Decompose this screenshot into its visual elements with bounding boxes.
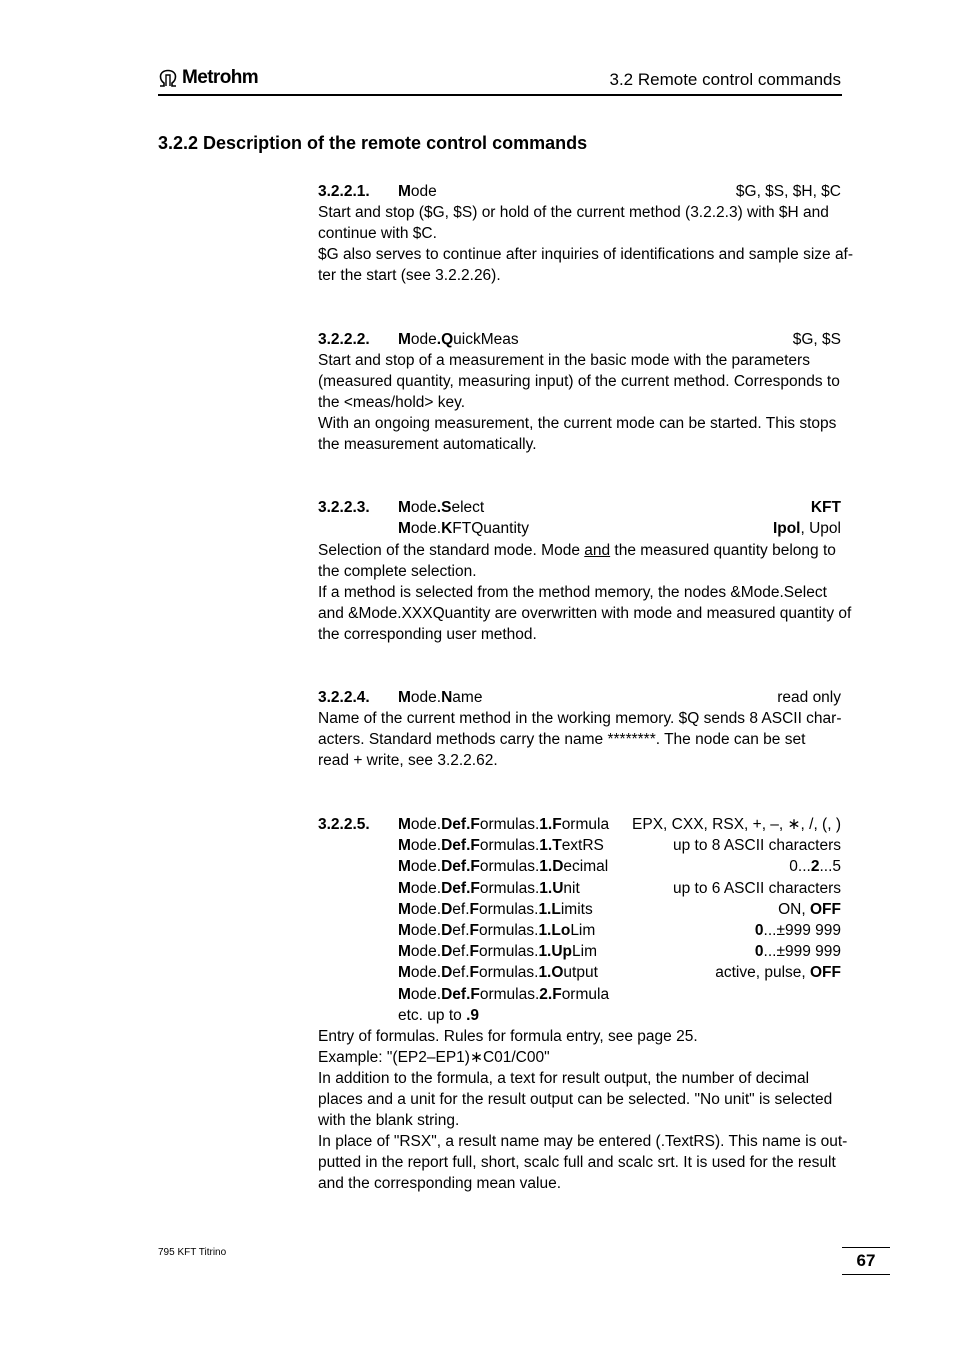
command-name: etc. up to .9: [398, 1006, 480, 1024]
paragraph: Entry of formulas. Rules for formula entry, see page 25. Example: "(EP2–EP1)∗C01/C00" In addition to the formula, a text for result output, the number of decimal places and a unit for the result output can be selected. "No unit" is selected with the blank string. In place of "RSX", a result name may be entered (.TextRS). This name is out- putted in the report full, short, scalc full and scalc srt. It is used for the result and the corresponding mean value.: [318, 1028, 848, 1192]
command-name: Mode.Def.Formulas.1.Decimal: [398, 858, 609, 876]
command-heading: [318, 497, 841, 518]
command-name: Mode.QuickMeas: [398, 331, 519, 348]
footer-document-name: 795 KFT Titrino: [158, 1247, 227, 1258]
formula-command-row: [318, 878, 841, 899]
formula-command-row: [318, 899, 841, 920]
command-heading: [318, 518, 841, 539]
command-name: Mode.Def.Formulas.1.Unit: [398, 879, 580, 897]
command-name: Mode.Def.Formulas.1.UpLim: [398, 943, 598, 961]
footer-rule: [842, 1274, 890, 1275]
command-heading: [318, 687, 841, 708]
command-values: up to 6 ASCII characters: [672, 879, 841, 897]
page-number: 67: [856, 1251, 876, 1270]
command-values: $G, $S, $H, $C: [735, 183, 841, 200]
section-number: 3.2.2.3.: [318, 499, 370, 516]
command-values: EPX, CXX, RSX, +, –, ∗, /, (, ): [632, 816, 841, 833]
formula-command-row: [318, 962, 841, 983]
paragraph: Start and stop of a measurement in the basic mode with the parameters (measured quantity, measuring input) of the current method. Corresponds to the <meas/hold> key. With an ongoing measurement, the current mode can be started. This stops the measurement automatically.: [318, 352, 840, 453]
command-values: Ipol, Upol: [772, 520, 841, 537]
command-name: Mode: [398, 183, 437, 200]
section-number: 3.2.2.1.: [318, 183, 370, 200]
command-name: Mode.Def.Formulas.1.TextRS: [398, 837, 604, 855]
section-number: 3.2.2.2.: [318, 331, 370, 348]
command-values: $G, $S: [792, 331, 841, 348]
formula-command-row: [318, 814, 841, 835]
command-values: up to 8 ASCII characters: [672, 837, 841, 855]
running-header: 3.2 Remote control commands: [609, 70, 841, 89]
formula-command-row: [318, 920, 841, 941]
formula-command-row: [318, 835, 841, 856]
formula-command-row: [318, 984, 841, 1005]
command-values: read only: [777, 689, 841, 706]
command-heading: [318, 329, 841, 350]
section-number: 3.2.2.4.: [318, 689, 370, 706]
command-name: Mode.Def.Formulas.1.Limits: [398, 900, 593, 918]
command-name: Mode.Def.Formulas.1.Formula: [398, 816, 610, 833]
paragraph: Selection of the standard mode. Mode and the measured quantity belong to the complete selection. If a method is selected from the method memory, the nodes &Mode.Select and &Mode.XXXQuantity are overwritten with mode and measured quantity of the corresponding user method.: [318, 542, 852, 643]
section-title: 3.2.2 Description of the remote control commands: [158, 133, 588, 153]
command-values: active, pulse, OFF: [715, 964, 841, 982]
command-name: Mode.Name: [398, 689, 483, 706]
paragraph: Name of the current method in the working memory. $Q sends 8 ASCII char- acters. Standard methods carry the name ********. The node can be set read + write, see 3.2.2.62.: [318, 710, 842, 769]
formula-command-row: [318, 856, 841, 877]
formula-command-row: [318, 1005, 841, 1026]
formula-command-row: [318, 941, 841, 962]
command-values: ON, OFF: [778, 900, 841, 918]
omega-logo-icon: [158, 69, 178, 87]
command-heading: [318, 181, 841, 202]
footer-rule: [842, 1247, 890, 1248]
command-name: Mode.Def.Formulas.1.Output: [398, 964, 598, 982]
header-rule: [158, 94, 842, 96]
section-number: 3.2.2.5.: [318, 816, 370, 833]
command-values: 0...2...5: [789, 858, 841, 876]
command-name: Mode.Def.Formulas.2.Formula: [398, 985, 610, 1003]
command-name: Mode.KFTQuantity: [398, 520, 529, 537]
metrohm-logo: [158, 66, 258, 90]
logo-text: Metrohm: [182, 67, 259, 88]
paragraph: Start and stop ($G, $S) or hold of the current method (3.2.2.3) with $H and continue with $C. $G also serves to continue after inquiries of identifications and sample size af- ter the start (see 3.2.2.26).: [318, 204, 854, 284]
command-name: Mode.Def.Formulas.1.LoLim: [398, 922, 596, 939]
command-values: 0...±999 999: [754, 922, 841, 939]
command-values: 0...±999 999: [754, 943, 841, 961]
command-name: Mode.Select: [398, 499, 485, 516]
command-values: KFT: [810, 499, 841, 516]
